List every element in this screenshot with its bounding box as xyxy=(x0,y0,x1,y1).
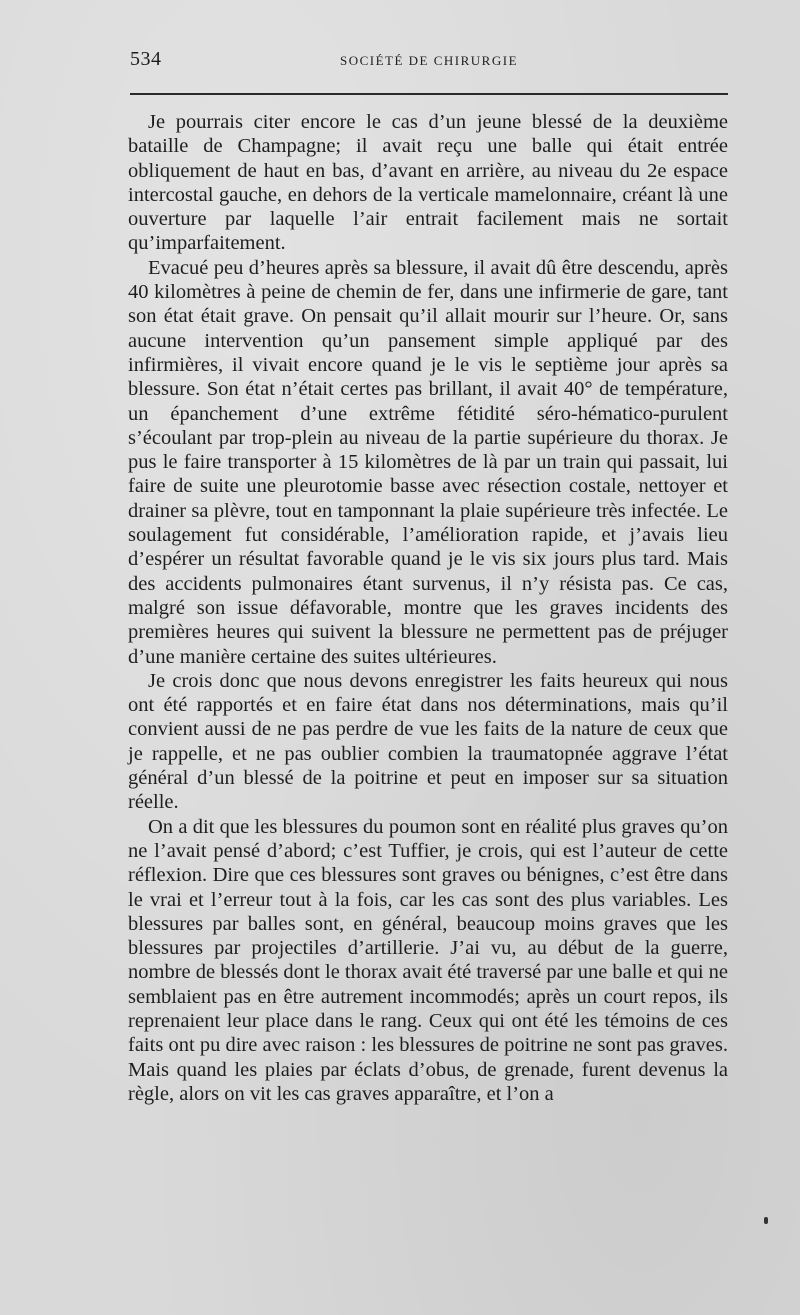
paragraph-2: Evacué peu d’heures après sa blessure, il avait dû être descendu, après 40 kilomètres à peine de chemin de fer, dans une infirmerie de gare, tant son état était grave. On pensait qu’il allait mourir sur l’heure. Or, sans aucune intervention qu’un pansement simple appliqué par des infirmières, il vivait encore quand je le vis le septième jour après sa blessure. Son état n’était certes pas brillant, il avait 40° de température, un épanchement d’une extrême fétidité séro-hématico-purulent s’écoulant par trop-plein au niveau de la partie supérieure du thorax. Je pus le faire transporter à 15 kilomètres de là par un train qui passait, lui faire de suite une pleurotomie basse avec résection costale, nettoyer et drainer sa plèvre, tout en tamponnant la plaie supérieure très infectée. Le soulagement fut considérable, l’amélioration rapide, et j’avais lieu d’espérer un résultat favorable quand je le vis six jours plus tard. Mais des accidents pulmonaires étant survenus, il n’y résista pas. Ce cas, malgré son issue défavorable, montre que les graves incidents des premières heures qui suivent la blessure ne permettent pas de préjuger d’une manière certaine des suites ultérieures. xyxy=(128,256,728,668)
header-rule xyxy=(130,93,728,95)
page-number: 534 xyxy=(130,48,162,70)
body-text xyxy=(128,110,728,1106)
paragraph-4: On a dit que les blessures du poumon sont en réalité plus graves qu’on ne l’avait pensé d’abord; c’est Tuffier, je crois, qui est l’auteur de cette réflexion. Dire que ces blessures sont graves ou bénignes, c’est être dans le vrai et l’erreur tout à la fois, car les cas sont des plus variables. Les blessures par balles sont, en général, beaucoup moins graves que les blessures par projectiles d’artillerie. J’ai vu, au début de la guerre, nombre de blessés dont le thorax avait été traversé par une balle et qui ne semblaient pas en être autrement incommodés; après un court repos, ils reprenaient leur place dans le rang. Ceux qui ont été les témoins de ces faits ont pu dire avec raison : les blessures de poitrine ne sont pas graves. Mais quand les plaies par éclats d’obus, de grenade, furent devenus la règle, alors on vit les cas graves apparaître, et l’on a xyxy=(128,815,728,1105)
paragraph-1: Je pourrais citer encore le cas d’un jeune blessé de la deuxième bataille de Champagne; il avait reçu une balle qui était entrée obliquement de haut en bas, d’avant en arrière, au niveau du 2e espace intercostal gauche, en dehors de la verticale mamelonnaire, créant là une ouverture par laquelle l’air entrait facilement mais ne sortait qu’imparfaitement. xyxy=(128,111,728,255)
page-header xyxy=(130,48,728,74)
ink-speck xyxy=(764,1217,768,1224)
running-head: SOCIÉTÉ DE CHIRURGIE xyxy=(339,53,519,68)
paragraph-3: Je crois donc que nous devons enregistrer les faits heureux qui nous ont été rapportés et en faire état dans nos déterminations, mais qu’il convient aussi de ne pas perdre de vue les faits de la nature de ceux que je rappelle, et ne pas oublier combien la traumatopnée aggrave l’état général d’un blessé de la poitrine et peut en imposer sur sa situation réelle. xyxy=(128,669,728,814)
